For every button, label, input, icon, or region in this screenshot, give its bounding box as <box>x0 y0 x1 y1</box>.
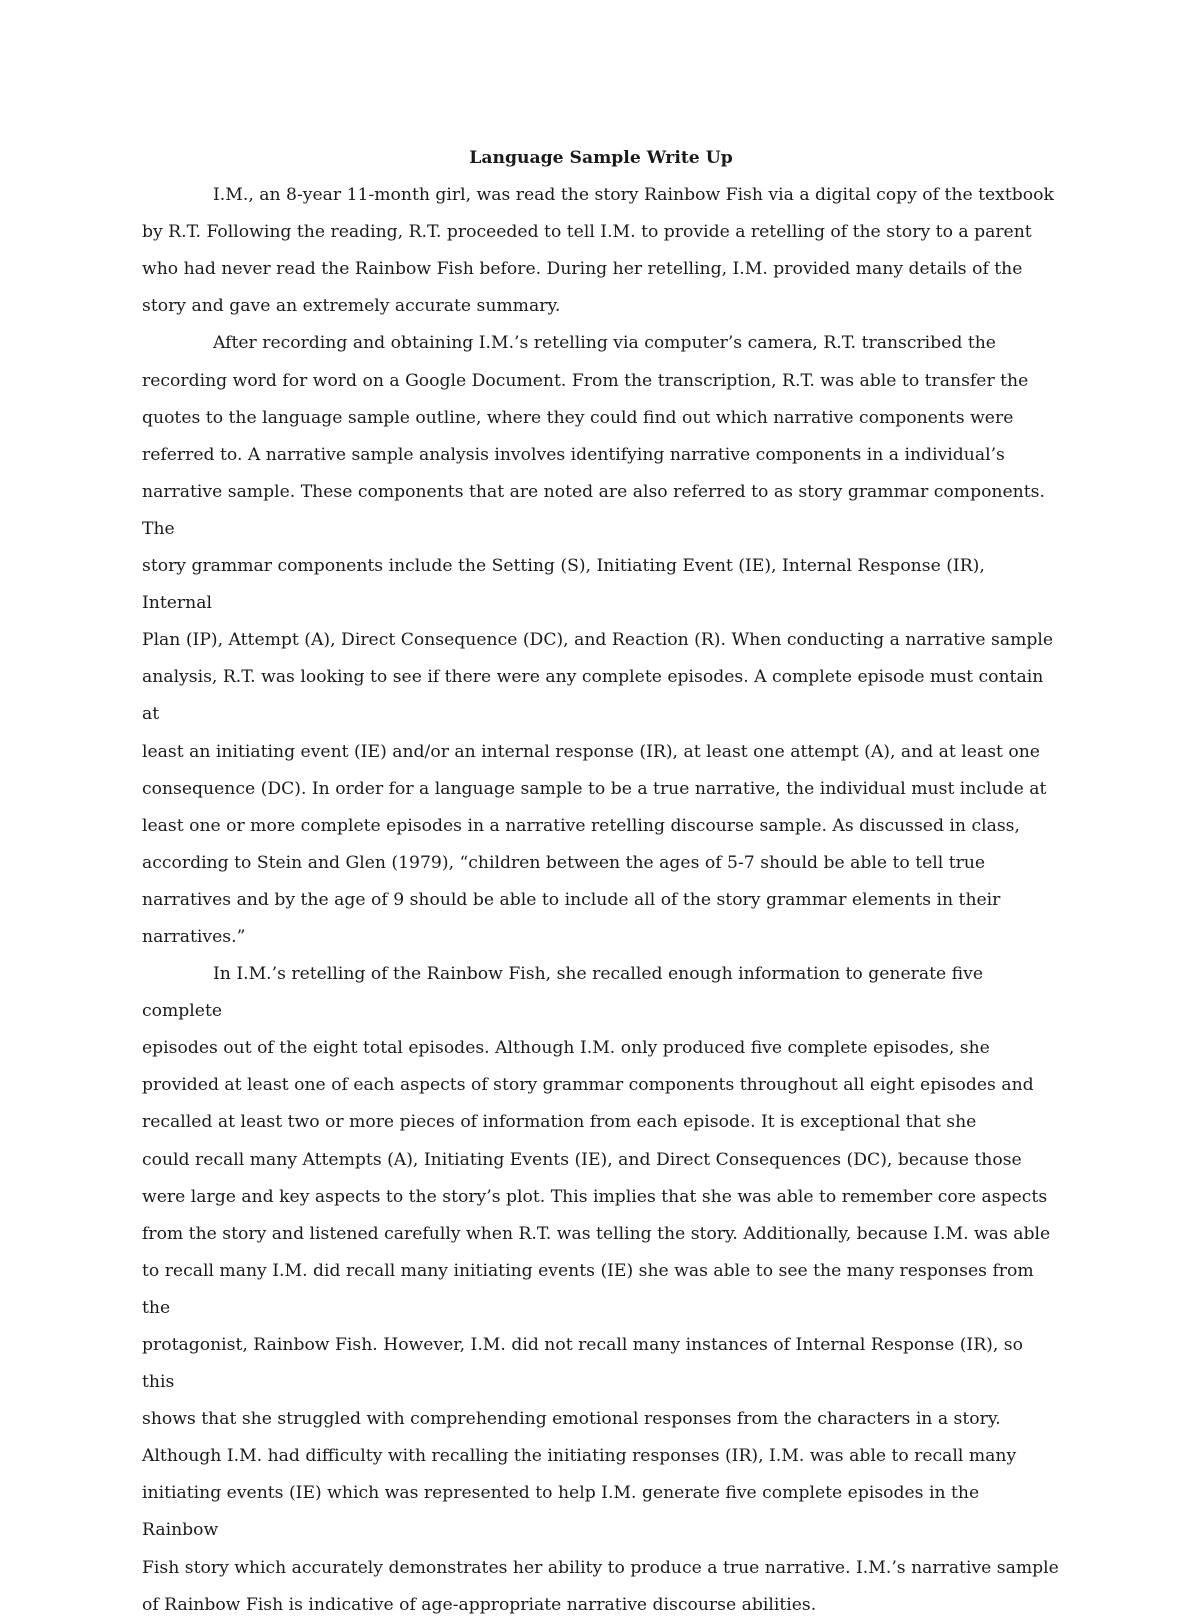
paragraph-intro: I.M., an 8-year 11-month girl, was read the story Rainbow Fish via a digital copy of the textbook by R.T. Following the reading, R.T. proceeded to tell I.M. to provide a retelling of the story to a parent who had never read the Rainbow Fish before. During her retelling, I.M. provided many details of the story and gave an extremely accurate summary. <box>142 185 1054 317</box>
document-title: Language Sample Write Up <box>469 148 733 168</box>
document-body <box>142 140 1060 1624</box>
paragraph-findings: In I.M.’s retelling of the Rainbow Fish, she recalled enough information to generate five complete episodes out of the eight total episodes. Although I.M. only produced five complete episodes, she provided at least one of each aspects of story grammar components throughout all eight episodes and recalled at least two or more pieces of information from each episode. It is exceptional that she could recall many Attempts (A), Initiating Events (IE), and Direct Consequences (DC), because those were large and key aspects to the story’s plot. This implies that she was able to remember core aspects from the story and listened carefully when R.T. was telling the story. Additionally, because I.M. was able to recall many I.M. did recall many initiating events (IE) she was able to see the many responses from the protagonist, Rainbow Fish. However, I.M. did not recall many instances of Internal Response (IR), so this shows that she struggled with comprehending emotional responses from the characters in a story. Although I.M. had difficulty with recalling the initiating responses (IR), I.M. was able to recall many initiating events (IE) which was represented to help I.M. generate five complete episodes in the Rainbow Fish story which accurately demonstrates her ability to produce a true narrative. I.M.’s narrative sample of Rainbow Fish is indicative of age-appropriate narrative discourse abilities. <box>142 964 1059 1615</box>
paragraph-analysis: After recording and obtaining I.M.’s retelling via computer’s camera, R.T. transcribed the recording word for word on a Google Document. From the transcription, R.T. was able to transfer the quotes to the language sample outline, where they could find out which narrative components were referred to. A narrative sample analysis involves identifying narrative components in a individual’s narrative sample. These components that are noted are also referred to as story grammar components. The story grammar components include the Setting (S), Initiating Event (IE), Internal Response (IR), Internal Plan (IP), Attempt (A), Direct Consequence (DC), and Reaction (R). When conducting a narrative sample analysis, R.T. was looking to see if there were any complete episodes. A complete episode must contain at least an initiating event (IE) and/or an internal response (IR), at least one attempt (A), and at least one consequence (DC). In order for a language sample to be a true narrative, the individual must include at least one or more complete episodes in a narrative retelling discourse sample. As discussed in class, according to Stein and Glen (1979), “children between the ages of 5-7 should be able to tell true narratives and by the age of 9 should be able to include all of the story grammar elements in their narratives.” <box>142 333 1054 947</box>
